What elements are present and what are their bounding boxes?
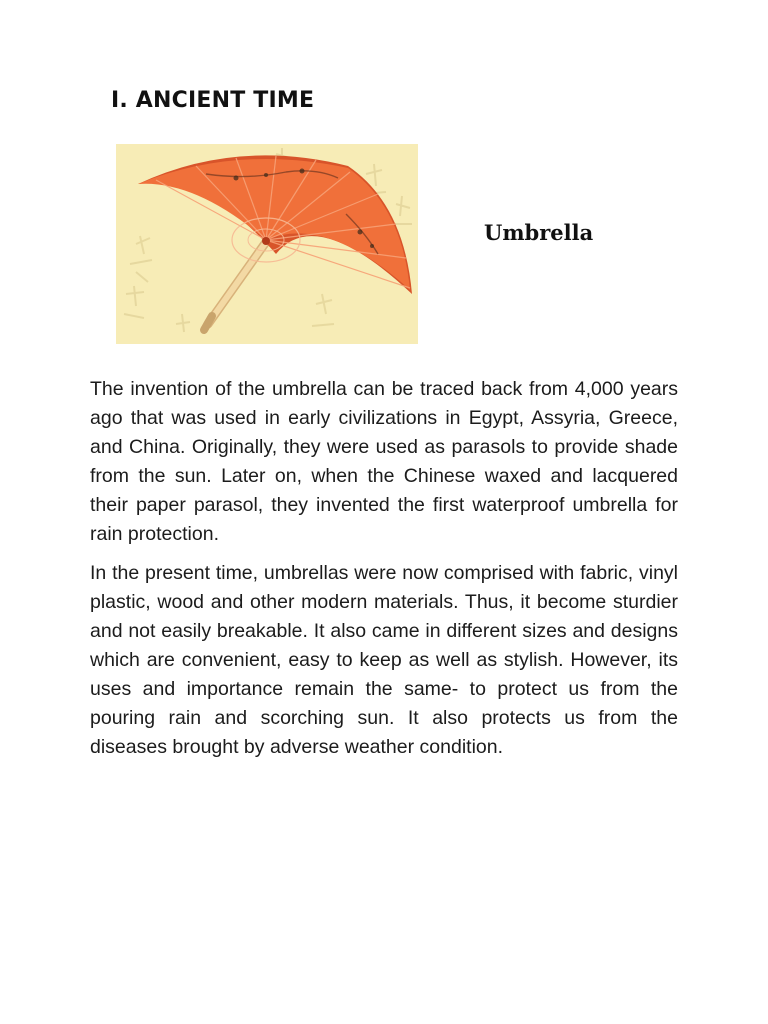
paragraph-history: The invention of the umbrella can be traced back from 4,000 years ago that was used in early civilizations in Egypt, Assyria, Greece, and China. Originally, they were used as parasols to provide shade from the sun. Later on, when the Chinese waxed and lacquered their paper parasol, they invented the first waterproof umbrella for rain protection. <box>90 378 678 545</box>
paragraph-present: In the present time, umbrellas were now comprised with fabric, vinyl plastic, wood and other modern materials. Thus, it become sturdier and not easily breakable. It also came in different sizes and designs which are convenient, easy to keep as well as stylish. However, its uses and importance remain the same- to protect us from the pouring rain and scorching sun. It also protects us from the diseases brought by adverse weather condition. <box>90 562 678 758</box>
section-heading: I. ANCIENT TIME <box>111 88 315 113</box>
umbrella-illustration <box>116 144 418 344</box>
image-caption: Umbrella <box>484 220 594 245</box>
article-body <box>90 375 678 772</box>
umbrella-image <box>116 144 418 344</box>
umbrella-hub <box>262 237 270 245</box>
